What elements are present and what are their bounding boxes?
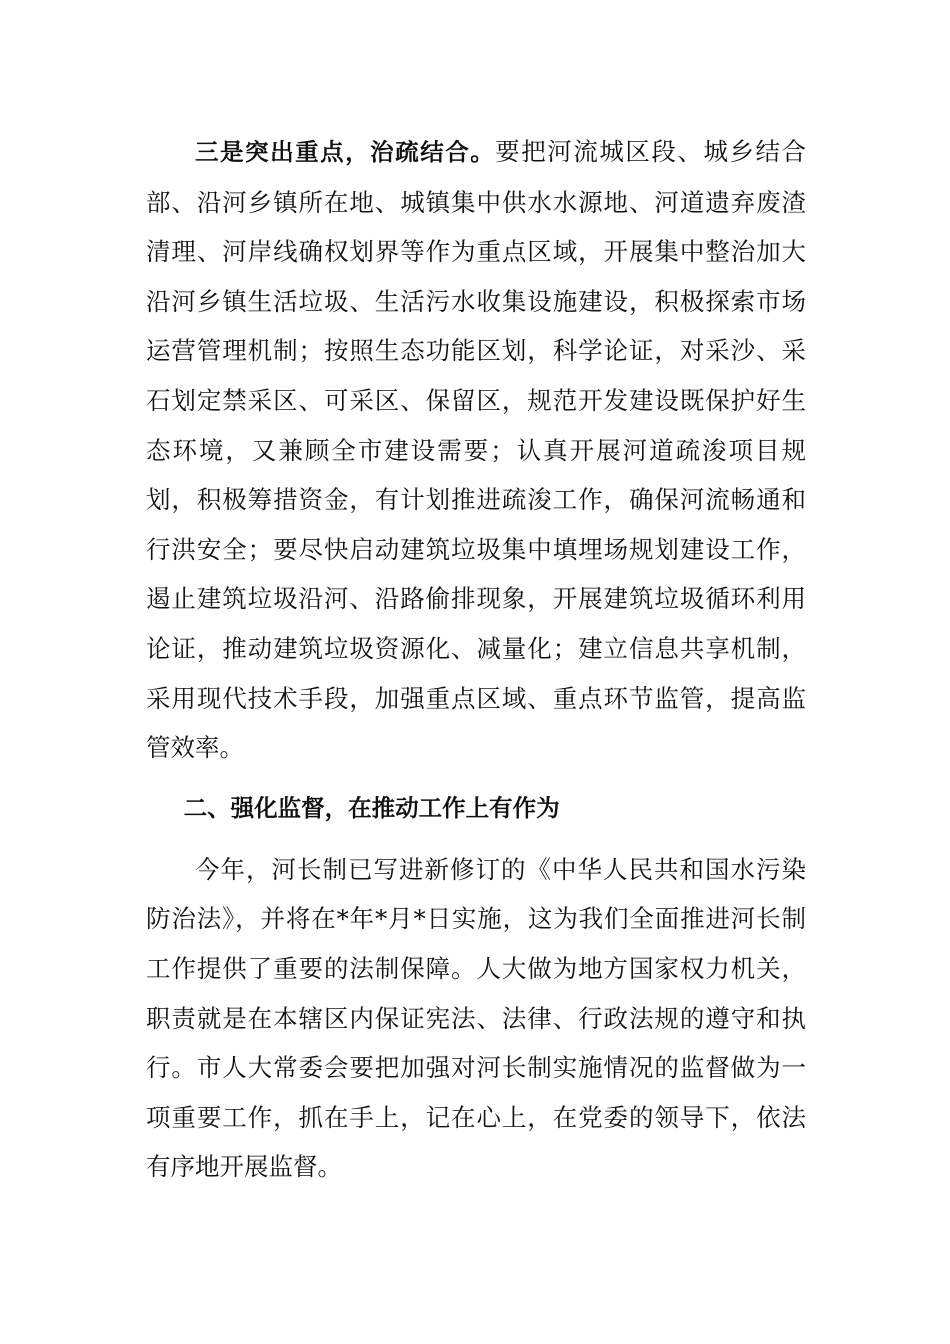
paragraph-river-chief-law: 今年，河长制已写进新修订的《中华人民共和国水污染防治法》，并将在*年*月*日实施，这为我们全面推进河长制工作提供了重要的法制保障。人大做为地方国家权力机关，职责就是在本辖区内保证宪法、法律、行政法规的遵守和执行。市人大常委会要把加强对河长制实施情况的监督做为一项重要工作，抓在手上，记在心上，在党委的领导下，依法有序地开展监督。 [146, 854, 806, 1182]
paragraph-focus-priorities [146, 127, 806, 773]
section-heading: 二、强化监督，在推动工作上有作为 [183, 793, 560, 822]
paragraph-lead: 三是突出重点，治疏结合。 [195, 138, 496, 166]
document-body [146, 127, 806, 1192]
paragraph-body: 要把河流城区段、城乡结合部、沿河乡镇所在地、城镇集中供水水源地、河道遗弃废渣清理、河岸线确权划界等作为重点区域，开展集中整治加大沿河乡镇生活垃圾、生活污水收集设施建设，积极探索市场运营管理机制；按照生态功能区划，科学论证，对采沙、采石划定禁采区、可采区、保留区，规范开发建设既保护好生态环境，又兼顾全市建设需要；认真开展河道疏浚项目规划，积极筹措资金，有计划推进疏浚工作，确保河流畅通和行洪安全；要尽快启动建筑垃圾集中填埋场规划建设工作，遏止建筑垃圾沿河、沿路偷排现象，开展建筑垃圾循环利用论证，推动建筑垃圾资源化、减量化；建立信息共享机制，采用现代技术手段，加强重点区域、重点环节监管，提高监管效率。 [146, 137, 807, 763]
